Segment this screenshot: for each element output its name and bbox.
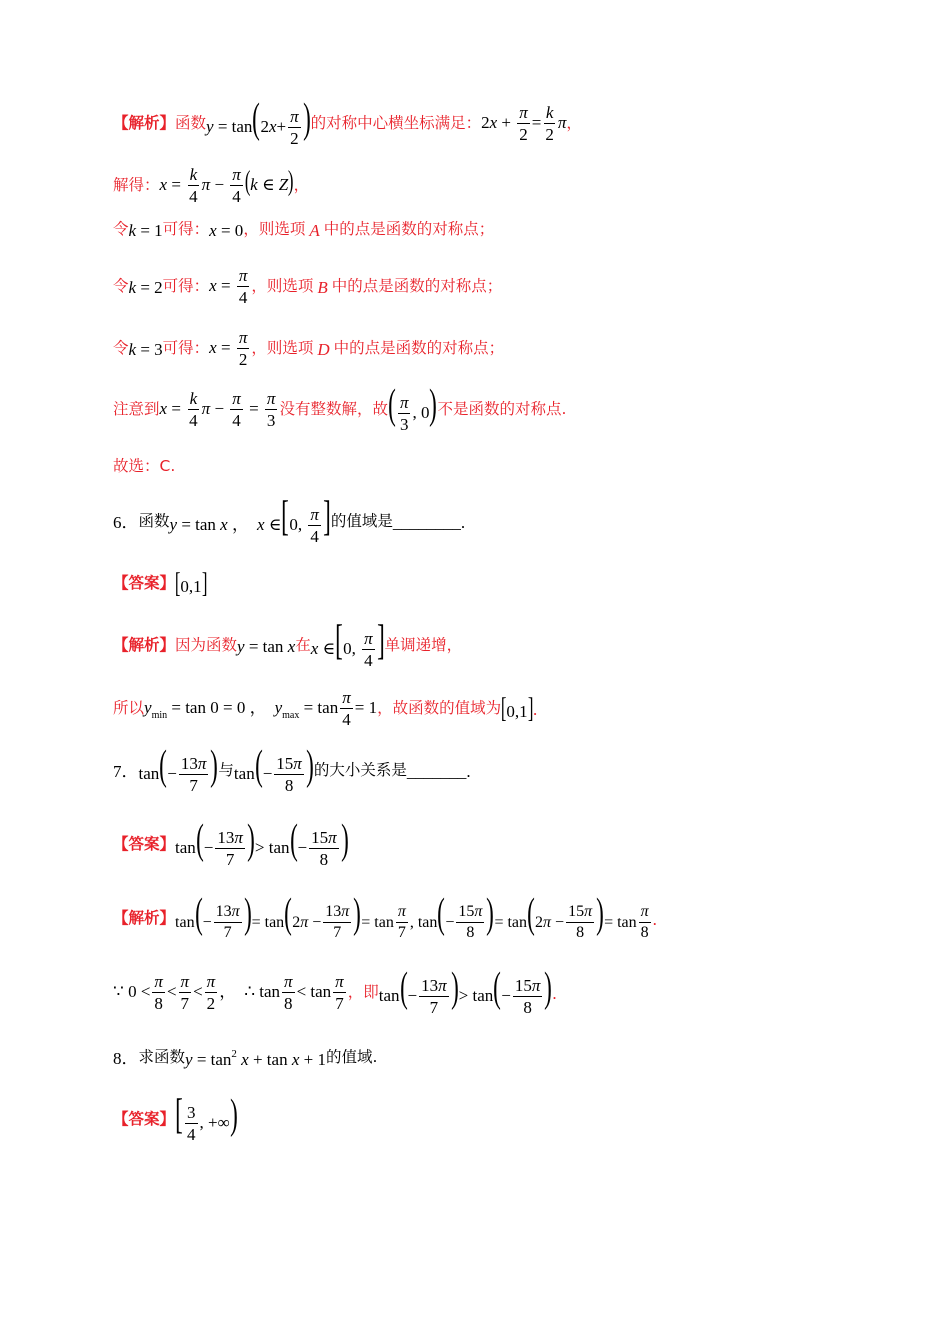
text: 可得： <box>162 220 210 239</box>
text: ，则选项 <box>251 277 314 296</box>
text: 令 <box>113 277 129 296</box>
answer-8: 【答案】 [ $\frac{3}{4}$ , +∞) <box>113 1091 238 1144</box>
text: 的值域. <box>325 1048 378 1067</box>
text: . <box>533 699 538 719</box>
solution-6: 【解析】 因为函数 y = tan x 在 x ∈[0, $\frac{\pi}{4}$ ] 单调递增， <box>113 617 463 670</box>
option-label: A <box>309 220 320 240</box>
question-number: 7． <box>113 761 139 781</box>
text: 中的点是函数的对称点； <box>323 220 495 239</box>
text: ，则选项 <box>243 220 306 239</box>
solution-6b: 所以 $y_{min} = \tan 0 = 0$ ， $y_{max} = \tan$ $\frac{\pi}{4}$ = 1 ，故函数的值域为 [0,1] . <box>113 688 538 729</box>
question-8: 8． 求函数 $y = \tan^2 x + \tan x + 1$ 的值域. <box>113 1047 378 1069</box>
analysis-tag: 【解析】 <box>113 909 176 928</box>
answer-6: 【答案】 [0,1] <box>113 568 208 599</box>
text: ， <box>293 176 310 195</box>
text: . <box>652 909 657 929</box>
text: 单调递增， <box>384 636 463 655</box>
text: 中的点是函数的对称点； <box>331 277 503 296</box>
analysis-line-3: 令 k = 1 可得： x = 0 ，则选项 A 中的点是函数的对称点； <box>113 220 495 240</box>
text: 函数 <box>138 512 170 531</box>
text: 求函数 <box>138 1048 186 1067</box>
text: 注意到 <box>113 400 160 419</box>
text: 不是函数的对称点. <box>437 400 567 419</box>
text: 因为函数 <box>175 636 238 655</box>
text: 没有整数解，故 <box>279 400 388 419</box>
text: 解得： <box>113 176 160 195</box>
option-label: B <box>317 277 328 297</box>
formula: x = $\frac{k}{4}$ π − $\frac{\pi}{4}$ (k ∈ Z) <box>159 165 294 206</box>
text: 中的点是函数的对称点； <box>333 339 505 358</box>
answer-tag: 【答案】 <box>113 574 176 593</box>
analysis-line-4: 令 k = 2 可得： x = $\frac{\pi}{4}$ ，则选项 B 中的点是函数的对称点； <box>113 266 503 307</box>
analysis-tag: 【解析】 <box>113 636 176 655</box>
text: 即 <box>363 983 379 1002</box>
text: 令 <box>113 339 129 358</box>
answer-7: 【答案】 tan(− $\frac{13\pi}{7}$ )> tan(− $\frac{15\pi}{8}$ ) <box>113 816 349 869</box>
text: . <box>552 983 557 1003</box>
text: 的值域是 <box>330 512 393 531</box>
text: ，则选项 <box>251 339 314 358</box>
analysis-line-6: 注意到 x = $\frac{k}{4}$ π − $\frac{\pi}{4}$ = $\frac{\pi}{3}$ 没有整数解，故 ( $\frac{\pi}{3}$ , 0) 不是函数的对称点. <box>113 381 567 434</box>
analysis-tag: 【解析】 <box>113 114 176 133</box>
question-number: 8． <box>113 1048 139 1068</box>
text: ，故函数的值域为 <box>377 699 502 718</box>
analysis-line-1 <box>113 95 890 148</box>
text: ， <box>566 114 582 133</box>
solution-7: 【解析】 tan(− $\frac{13\pi}{7}$ )= tan(2π − $\frac{13\pi}{7}$ )= tan $\frac{\pi}{7}$ , tan(− $\frac{15\pi}{8}$ )= tan(2π − $\frac{15\pi}{8}$ )= tan $\frac{\pi}{8}$ . <box>113 890 657 942</box>
text: 的大小关系是 <box>313 761 407 780</box>
text: . <box>466 761 471 781</box>
answer-tag: 【答案】 <box>113 835 176 854</box>
text: 的对称中心横坐标满足： <box>310 114 482 133</box>
answer-tag: 【答案】 <box>113 1110 176 1129</box>
formula: y = tan(2x+ $\frac{\pi}{2}$ ) <box>206 95 311 148</box>
solution-7b: ∵ 0 < $\frac{\pi}{8}$ < $\frac{\pi}{7}$ < $\frac{\pi}{2}$ ， ∴ tan $\frac{\pi}{8}$ < tan $\frac{\pi}{7}$ ， 即 tan(− $\frac{13\pi}{7}$ )> tan(− $\frac{15\pi}{8}$ ) . <box>113 964 557 1017</box>
text: 与 <box>218 761 234 780</box>
text: 故选：C. <box>113 457 176 476</box>
analysis-line-2 <box>113 162 890 210</box>
text: 令 <box>113 220 129 239</box>
answer-blank: _______ <box>406 761 467 781</box>
text: 可得： <box>162 339 210 358</box>
answer-blank: ________ <box>392 512 461 532</box>
text: . <box>460 512 466 532</box>
option-label: D <box>317 339 330 359</box>
question-6: 6． 函数 y = tan x ， x ∈[0, $\frac{\pi}{4}$ ] 的值域是 ________ . <box>113 493 466 546</box>
analysis-line-5: 令 k = 3 可得： x = $\frac{\pi}{2}$ ，则选项 D 中的点是函数的对称点； <box>113 328 505 369</box>
text: 所以 <box>113 699 145 718</box>
text: 可得： <box>162 277 210 296</box>
analysis-line-7 <box>113 456 890 478</box>
text: 函数 <box>175 114 207 133</box>
question-number: 6． <box>113 512 139 532</box>
question-7: 7． tan(− $\frac{13\pi}{7}$ ) 与 tan(− $\frac{15\pi}{8}$ ) 的大小关系是 _______ . <box>113 742 471 795</box>
formula: 2x + $\frac{\pi}{2}$ = $\frac{k}{2}$ π <box>481 103 567 144</box>
text: 在 <box>295 636 311 655</box>
